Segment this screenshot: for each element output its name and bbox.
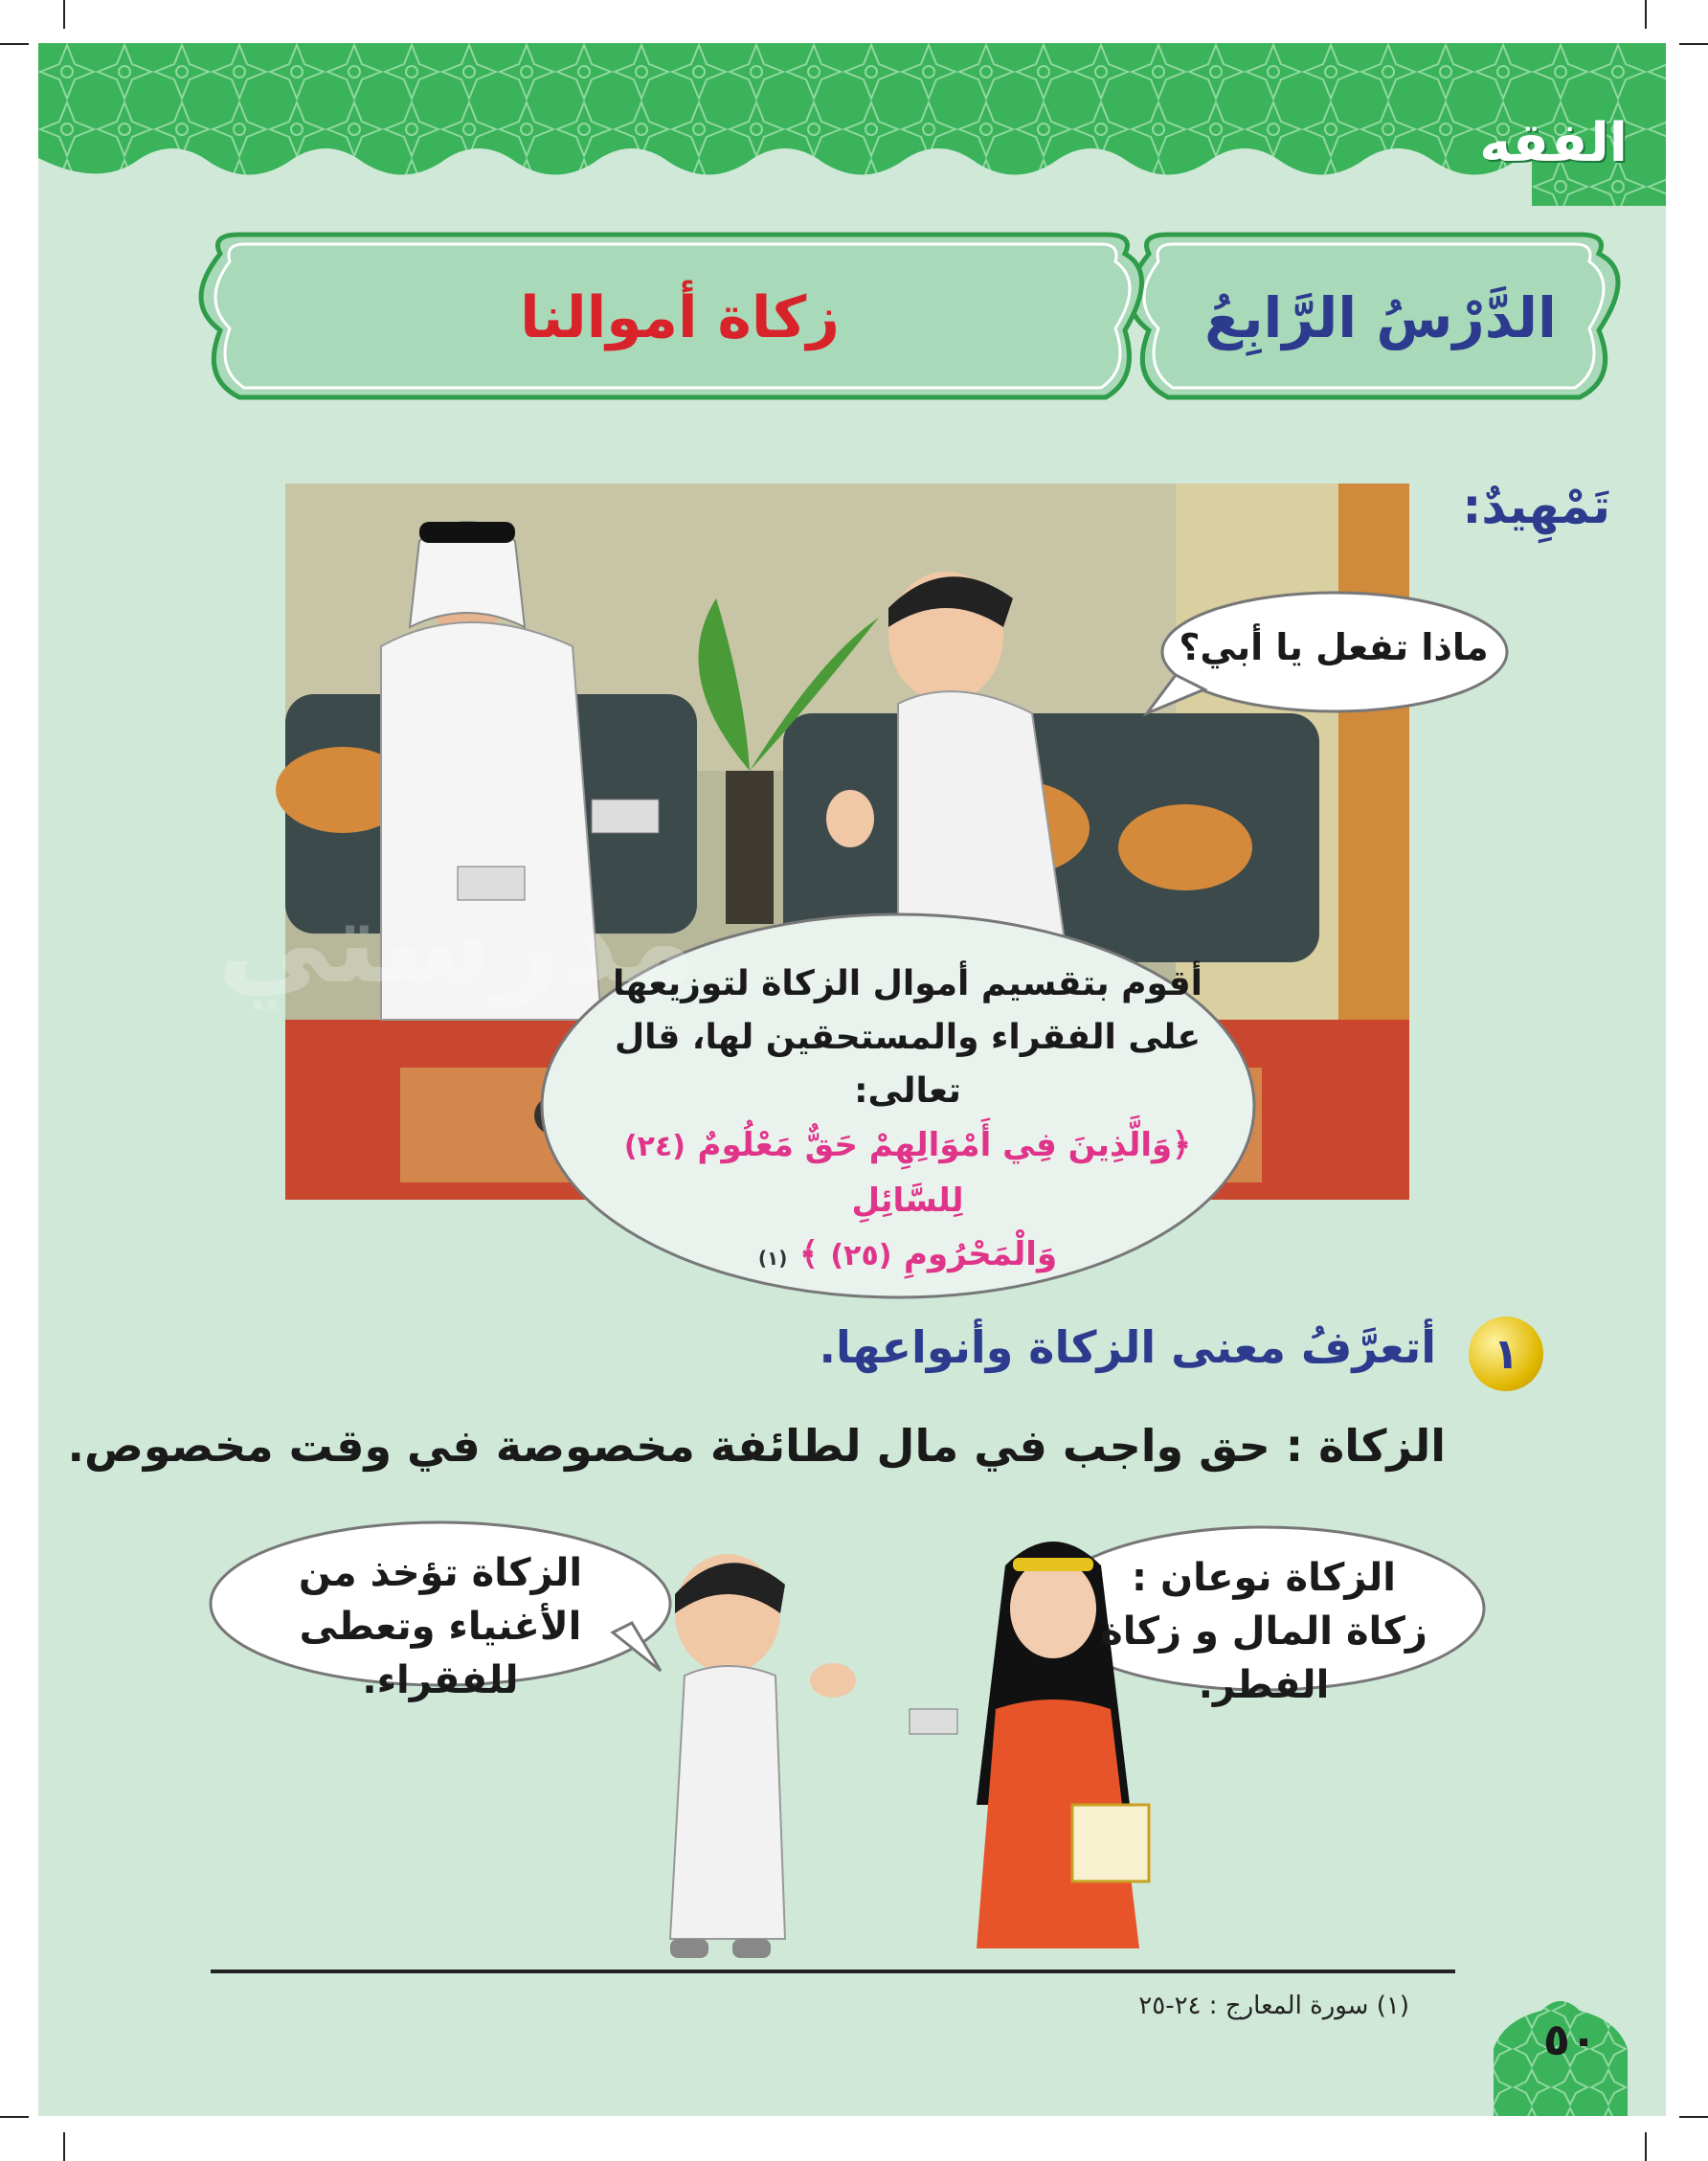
zakat-definition: الزكاة : حق واجب في مال لطائفة مخصوصة في وقت مخصوص. — [67, 1420, 1446, 1472]
girl-speech-bubble — [1063, 1551, 1465, 1712]
page-number: ٥٠ — [1542, 2014, 1598, 2065]
verse-part-3: وَالْمَحْرُومِ — [904, 1235, 1058, 1273]
crop-mark — [63, 0, 65, 29]
boy-line-2: الأغنياء وتعطى للفقراء. — [299, 1605, 582, 1702]
crop-mark — [0, 2116, 29, 2118]
boy-line-1: الزكاة تؤخذ من — [298, 1551, 583, 1595]
subject-title: الفقه — [1479, 112, 1628, 174]
intro-label: تَمْهِيدٌ: — [1462, 479, 1610, 534]
verse-number-2: (٢٥) — [830, 1239, 892, 1272]
girl-line-2: زكاة المال و زكاة الفطر. — [1100, 1609, 1427, 1707]
crop-mark — [1645, 0, 1647, 29]
textbook-page — [38, 43, 1666, 2116]
footnote-divider — [211, 1970, 1455, 1973]
crop-mark — [1645, 2132, 1647, 2161]
section-title: أتعرَّفُ معنى الزكاة وأنواعها. — [819, 1321, 1436, 1373]
verse-part-1: ﴿وَالَّذِينَ فِي أَمْوَالِهِمْ حَقٌّ مَعْلُومٌ — [697, 1126, 1192, 1164]
lesson-number: الدَّرْسُ الرَّابِعُ — [1204, 285, 1557, 350]
boy-speech-bubble — [239, 1546, 641, 1707]
girl-line-1: الزكاة نوعان : — [1132, 1556, 1396, 1600]
header-banner — [38, 43, 1666, 206]
father-speech-bubble — [571, 957, 1245, 1273]
crop-mark — [1679, 43, 1708, 45]
crop-mark — [63, 2132, 65, 2161]
father-line-2: على الفقراء والمستحقين لها، قال تعالى: — [614, 1018, 1202, 1111]
lesson-title: زكاة أموالنا — [520, 284, 840, 351]
footnote: (١) سورة المعارج : ٢٤-٢٥ — [1138, 1992, 1409, 2020]
svg-text:مدرستي: مدرستي — [216, 876, 697, 1009]
son-speech-bubble: ماذا تفعل يا أبي؟ — [1179, 626, 1489, 668]
verse-end: ﴾ — [798, 1235, 819, 1273]
verse-part-2: لِلسَّائِلِ — [851, 1182, 964, 1220]
section-number-badge: ١ — [1469, 1317, 1543, 1391]
footnote-reference: (١) — [757, 1247, 788, 1270]
crop-mark — [1679, 2116, 1708, 2118]
verse-number-1: (٢٤) — [623, 1130, 685, 1163]
crop-mark — [0, 43, 29, 45]
father-line-1: أقوم بتقسيم أموال الزكاة لتوزيعها — [612, 964, 1203, 1003]
